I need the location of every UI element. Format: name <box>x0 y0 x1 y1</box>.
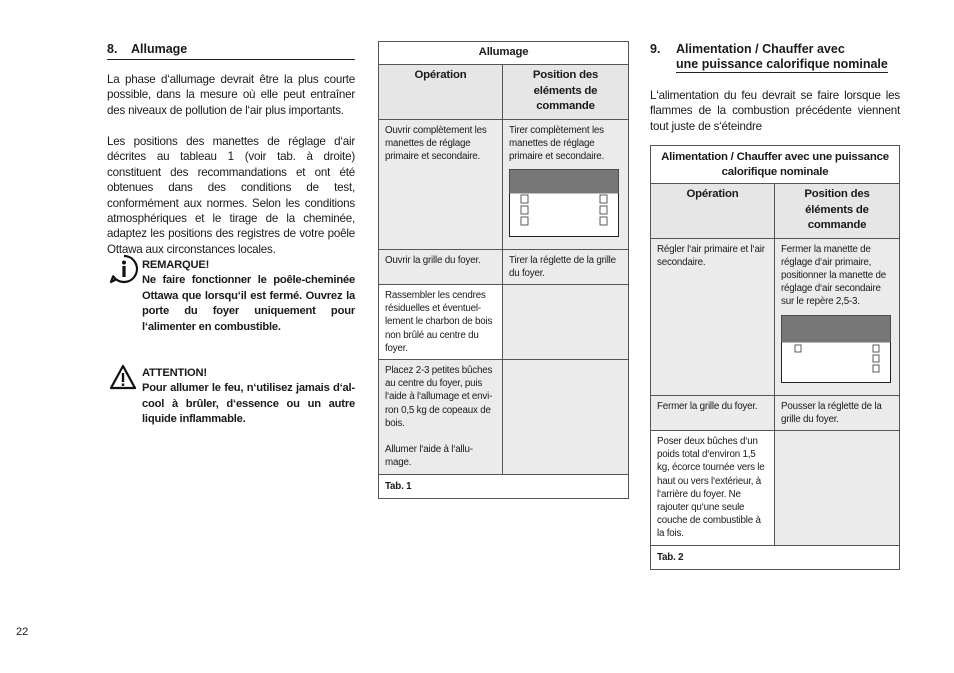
table-2-col-position: Position des éléments de commande <box>775 184 900 239</box>
page-number: 22 <box>16 626 29 638</box>
attention-label: ATTENTION! <box>142 367 207 379</box>
section-9-heading <box>650 42 900 72</box>
table-1-row-3-position <box>503 284 629 359</box>
section-8-paragraph-1: La phase d‘allumage devrait être la plus courte possible, dans la mesure où elle peut entraîner des niveaux de pollution de l‘air plus importants. <box>107 73 355 117</box>
table-2-col-operation: Opération <box>651 184 775 239</box>
table-2 <box>650 145 900 570</box>
table-1 <box>378 41 629 499</box>
table-1-row-2-position: Tirer la réglette de la grille du foyer. <box>503 249 629 284</box>
attention-text: Pour allumer le feu, n‘utilisez jamais d‘al-cool à brûler, d‘essence ou un autre liquide inflammable. <box>142 382 355 426</box>
table-row <box>651 430 900 545</box>
table-1-col-operation: Opération <box>379 65 503 120</box>
section-8-title: Allumage <box>131 42 188 56</box>
table-2-footer: Tab. 2 <box>651 545 900 569</box>
table-row <box>379 359 629 474</box>
table-1-row-4-operation-text: Placez 2-3 petites bûches au centre du foyer, puis l‘aide à l‘allumage et envi-ron 0,5 kg de copeaux de bois. <box>385 364 493 429</box>
table-2-row-3-position <box>775 430 900 545</box>
section-8-heading <box>107 42 355 60</box>
remark-text: Ne faire fonctionner le poêle-cheminée Ottawa que lorsqu‘il est fermé. Ouvrez la porte du foyer uniquement pour l‘alimenter en combustible. <box>142 274 355 333</box>
table-1-row-1-position <box>503 119 629 249</box>
table-1-row-4-operation-text-2: Allumer l‘aide à l‘allu-mage. <box>385 443 473 469</box>
section-9-title-line-2: une puissance calorifique nominale <box>676 57 888 71</box>
table-1-row-2-operation: Ouvrir la grille du foyer. <box>379 249 503 284</box>
remark-label: REMARQUE! <box>142 259 210 271</box>
remark-note <box>142 258 355 335</box>
table-1-row-3-operation: Rassembler les cendres résiduelles et éventuel-lement le charbon de bois non brûlé au centre du foyer. <box>379 284 503 359</box>
table-1-col-position: Position des eléments de commande <box>503 65 629 120</box>
table-1-row-4-operation <box>379 359 503 474</box>
section-9-title-line-1: Alimentation / Chauffer avec <box>676 42 845 56</box>
info-icon <box>109 254 139 284</box>
table-2-row-2-operation: Fermer la grille du foyer. <box>651 395 775 430</box>
table-row <box>379 119 629 249</box>
table-2-row-1-position <box>775 238 900 395</box>
section-9-paragraph: L‘alimentation du feu devrait se faire lorsque les flammes de la combustion précédente viennent tout juste de s‘éteindre <box>650 89 900 133</box>
table-2-row-1-operation: Régler l‘air primaire et l‘air secondaire. <box>651 238 775 395</box>
table-2-row-3-operation: Poser deux bûches d‘un poids total d‘environ 1,5 kg, écorce tournée vers le haut ou vers l‘extérieur, à l‘arrière du foyer. Ne rajouter qu‘une seule couche de combustible à la fois. <box>651 430 775 545</box>
table-2-title: Alimentation / Chauffer avec une puissance calorifique nominale <box>651 146 900 184</box>
table-2-row-1-position-text: Fermer la manette de réglage d‘air primaire, positionner la manette de réglage d‘air secondaire sur le repère 2,5-3. <box>781 243 887 308</box>
section-9-number: 9. <box>650 42 661 56</box>
air-control-levers-open-illustration <box>509 169 619 237</box>
warning-triangle-icon <box>109 364 137 390</box>
section-8-number: 8. <box>107 42 118 56</box>
table-2-row-2-position: Pousser la réglette de la grille du foyer. <box>775 395 900 430</box>
section-8-paragraph-2: Les positions des manettes de réglage d‘air décrites au tableau 1 (voir tab. à droite) constituent des recommandations et ont été obtenues dans des conditions de test, conformément aux normes. Selon les conditions atmosphériques et le tirage de la cheminée, adaptez les positions des registres de votre poêle Ottawa aux circonstances locales. <box>107 135 355 256</box>
table-row <box>651 238 900 395</box>
table-row <box>379 284 629 359</box>
table-1-footer: Tab. 1 <box>379 474 629 498</box>
table-1-title: Allumage <box>379 42 629 65</box>
table-1-row-1-operation: Ouvrir complètement les manettes de réglage primaire et secondaire. <box>379 119 503 249</box>
air-control-levers-nominal-illustration <box>781 315 891 383</box>
attention-note <box>142 366 355 428</box>
table-row <box>651 395 900 430</box>
table-row <box>379 249 629 284</box>
table-1-row-1-position-text: Tirer complètement les manettes de réglage primaire et secondaire. <box>509 124 605 162</box>
table-1-row-4-position <box>503 359 629 474</box>
